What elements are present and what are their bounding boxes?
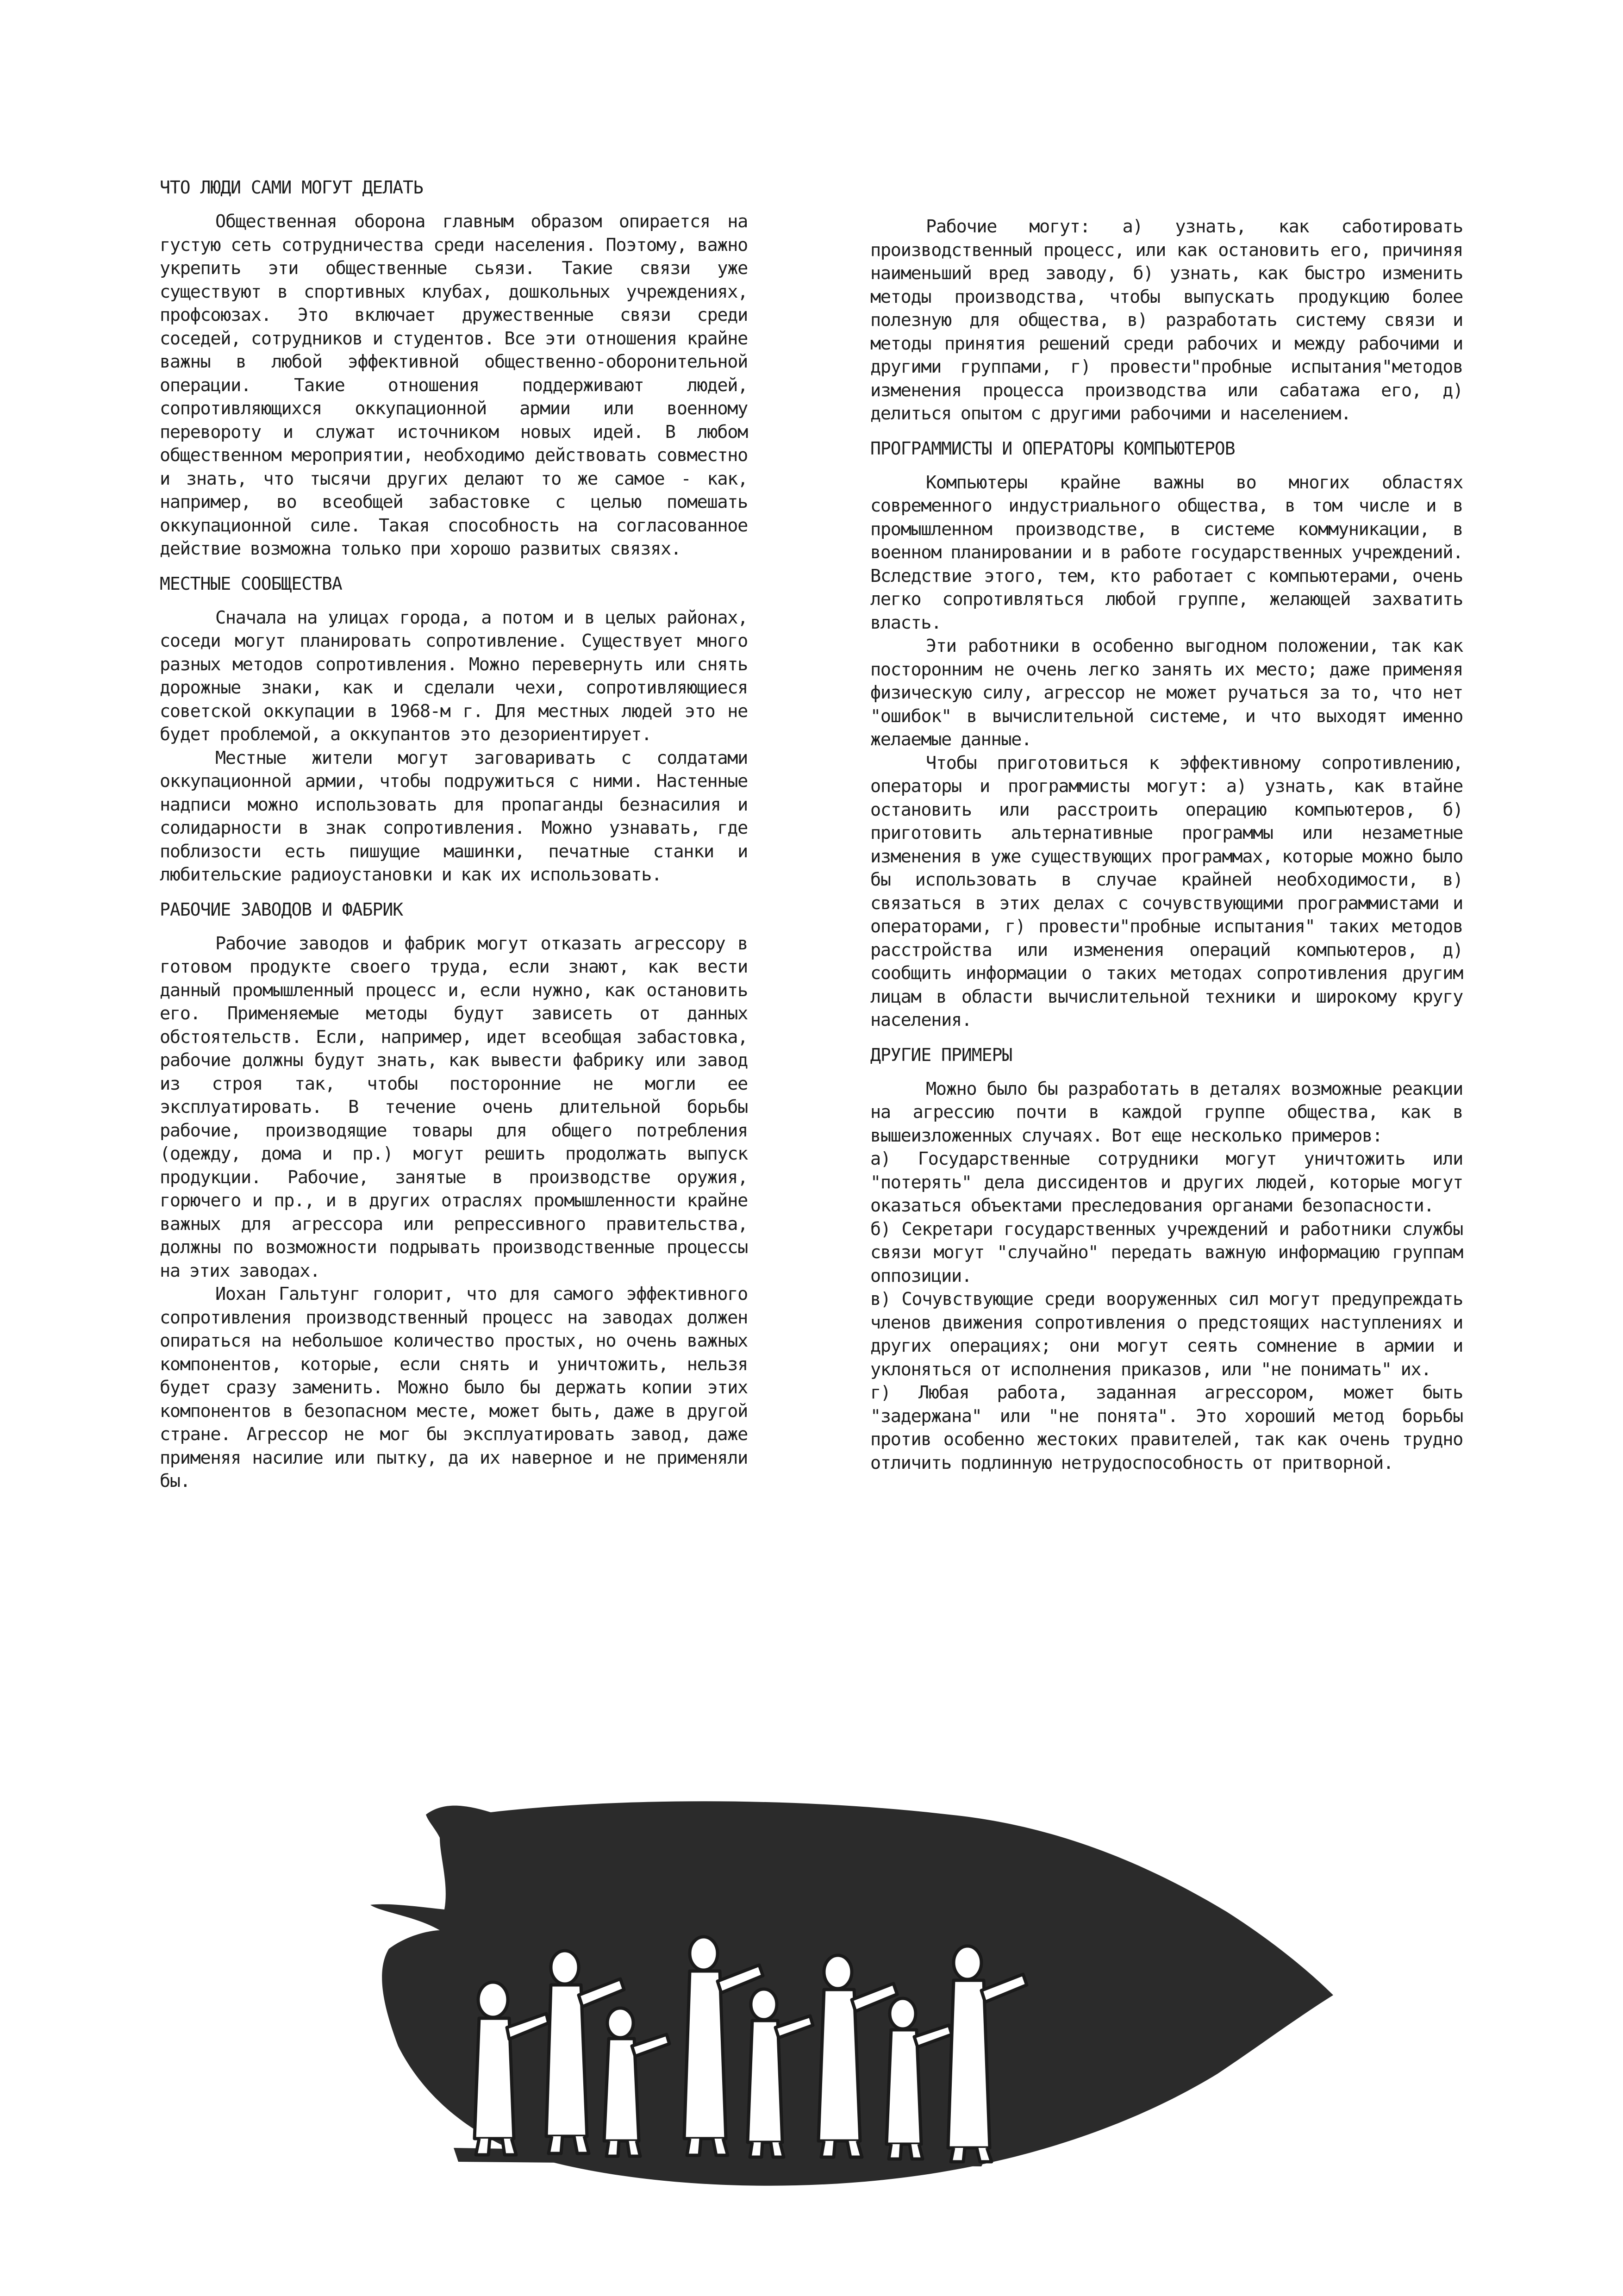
list-item: а) Государственные сотрудники могут уничтожить или "потерять" дела диссидентов и других людей, которые могут оказаться объектами преследования органами безопасности. <box>870 1148 1463 1216</box>
paragraph: Общественная оборона главным образом опирается на густую сеть сотрудничества среди населения. Поэтому, важно укрепить эти общественные сьязи. Такие связи уже существуют в спортивных клубах, дошкольных учреждениях, профсоюзах. Это включает дружественные связи среди соседей, сотрудников и студентов. Все эти отношения крайне важны в любой эффективной общественно-оборонительной операции. Такие отношения поддерживают людей, сопротивляющихся оккупационной армии или военному перевороту и служат источником новых идей. В любом общественном мероприятии, необходимо действовать совместно и знать, что тысячи других делают то же самое - как, например, во всеобщей забастовке с целью помешать оккупационной силе. Такая способность на согласованное действие возможна только при хорошо развитых связях. <box>160 211 748 559</box>
paragraph: Компьютеры крайне важны во многих областях современного индустриального общества, в том числе и в промышленном производстве, в системе коммуникации, в военном планировании и в работе государственных учреждений. Вследствие этого, тем, кто работает с компьютерами, очень легко сопротивляться любой группе, желающей захватить власть. <box>870 472 1463 633</box>
list-item: в) Сочувствующие среди вооруженных сил могут предупреждать членов движения сопротивления о предстоящих наступлениях и других операциях; они могут сеять сомнение в армии и уклоняться от исполнения приказов, или "не понимать" их. <box>870 1289 1463 1380</box>
paragraph: Местные жители могут заговаривать с солдатами оккупационной армии, чтобы подружиться с ними. Настенные надписи можно использовать для пропаганды безнасилия и солидарности в знак сопротивления. Можно узнавать, где поблизости есть пишущие машинки, печатные станки и любительские радиоустановки и как их использовать. <box>160 747 748 885</box>
section-heading: ПРОГРАММИСТЫ И ОПЕРАТОРЫ КОМПЬЮТЕРОВ <box>870 438 1235 459</box>
right-column <box>870 215 1463 1475</box>
paragraph: Рабочие заводов и фабрик могут отказать агрессору в готовом продукте своего труда, если знают, как вести данный промышленный процесс и, если нужно, как остановить его. Применяемые методы будут зависеть от данных обстоятельств. Если, например, идет всеобщая забастовка, рабочие должны будут знать, как вывести фабрику или завод из строя так, чтобы посторонние не могли ее эксплуатировать. В течение очень длительной борьбы рабочие, производящие товары для общего потребления (одежду, дома и пр.) могут решить продолжать выпуск продукции. Рабочие, занятые в производстве оружия, горючего и пр., и в других отраслях промышленности крайне важных для агрессора или репрессивного правительства, должны по возможности подрывать производственные процессы на этих заводах. <box>160 933 748 1281</box>
paragraph: Рабочие могут: а) узнать, как саботировать производственный процесс, или как остановить его, причиняя наименьший вред заводу, б) узнать, как быстро изменить методы производства, чтобы выпускать продукцию более полезную для общества, в) разработать систему связи и методы принятия решений среди рабочих и между рабочими и другими группами, г) провести"пробные испытания"методов изменения процесса производства или сабатажа его, д) делиться опытом с другими рабочими и населением. <box>870 216 1463 424</box>
list-item: б) Секретари государственных учреждений и работники службы связи могут "случайно" передать важную информацию группам оппозиции. <box>870 1218 1463 1286</box>
section-heading: РАБОЧИЕ ЗАВОДОВ И ФАБРИК <box>160 899 403 920</box>
people-pushing-whale-illustration <box>370 1796 1356 2203</box>
paragraph: Сначала на улицах города, а потом и в целых районах, соседи могут планировать сопротивление. Существует много разных методов сопротивления. Можно перевернуть или снять дорожные знаки, как и сделали чехи, сопротивляющиеся советской оккупации в 1968-м г. Для местных людей это не будет проблемой, а оккупантов это дезориентирует. <box>160 607 748 745</box>
paragraph: Иохан Гальтунг голорит, что для самого эффективного сопротивления производственный процесс на заводах должен опираться на небольшое количество простых, но очень важных компонентов, которые, если снять и уничтожить, нельзя будет сразу заменить. Можно было бы держать копии этих компонентов в безопасном месте, может быть, даже в другой стране. Агрессор не мог бы эксплуатировать завод, даже применяя насилие или пытку, да их наверное и не применяли бы. <box>160 1284 748 1491</box>
left-column <box>160 176 748 1493</box>
list-item: г) Любая работа, заданная агрессором, может быть "задержана" или "не понята". Это хороший метод борьбы против особенно жестоких правителей, так как очень трудно отличить подлинную нетрудоспособность от притворной. <box>870 1382 1463 1473</box>
section-heading: МЕСТНЫЕ СООБЩЕСТВА <box>160 573 342 594</box>
section-heading: ЧТО ЛЮДИ САМИ МОГУТ ДЕЛАТЬ <box>160 177 423 198</box>
section-heading: ДРУГИЕ ПРИМЕРЫ <box>870 1044 1012 1065</box>
paragraph: Можно было бы разработать в деталях возможные реакции на агрессию почти в каждой группе общества, как в вышеизложенных случаях. Вот еще несколько примеров: <box>870 1078 1463 1146</box>
paragraph: Эти работники в особенно выгодном положении, так как посторонним не очень легко занять их место; даже применяя физическую силу, агрессор не может ручаться за то, что нет "ошибок" в вычислительной системе, и что выходят именно желаемые данные. <box>870 636 1463 750</box>
paragraph: Чтобы приготовиться к эффективному сопротивлению, операторы и программисты могут: а) узнать, как втайне остановить или расстроить операцию компьютеров, б) приготовить альтернативные программы или незаметные изменения в уже существующих программах, которые можно было бы использовать в случае крайней необходимости, в) связаться в этих делах с сочувствующими программистами и операторами, г) провести"пробные испытания" таких методов расстройства или изменения операций компьютеров, д) сообщить информации о таких методах сопротивления другим лицам в области вычислительной техники и широкому кругу населения. <box>870 752 1463 1030</box>
